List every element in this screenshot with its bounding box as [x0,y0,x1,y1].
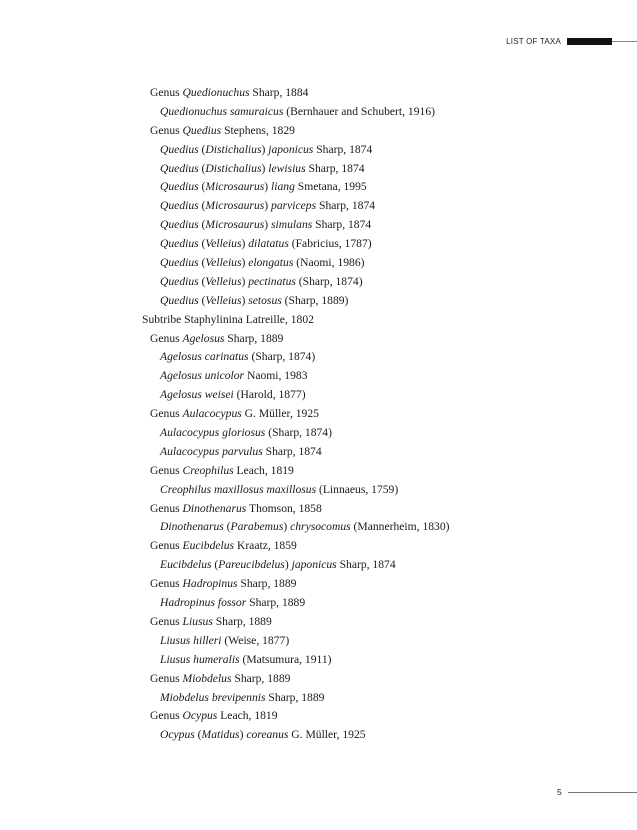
taxon-text: Genus [150,123,183,137]
species-entry [0,273,600,292]
species-entry [0,292,600,311]
taxa-list [0,84,600,745]
taxon-text: ) [283,520,291,534]
taxon-name: Creophilus [182,463,234,477]
taxon-text: Sharp, 1874 [313,142,373,156]
taxon-name: Quedius [160,199,199,213]
taxon-text: ) [284,558,292,572]
taxon-name: Eucibdelus [160,558,212,572]
genus-entry [0,405,600,424]
taxon-text: ( [198,142,206,156]
genus-entry [0,462,600,481]
species-entry [0,443,600,462]
taxon-name: Agelosus weisei [160,388,234,402]
genus-entry [0,330,600,349]
genus-entry [0,537,600,556]
taxon-text: Naomi, 1983 [244,369,308,383]
taxon-name: Distichalius [205,161,262,175]
taxon-name: Agelosus unicolor [160,369,245,383]
taxon-name: Quedius [160,293,199,307]
taxon-name: Matidus [201,728,240,742]
species-entry [0,103,600,122]
taxon-text: Sharp, 1889 [237,577,297,591]
taxon-text: Sharp, 1874 [305,161,365,175]
taxon-text: ) [241,256,249,270]
taxon-text: ( [198,161,206,175]
taxon-text: Stephens, 1829 [221,123,295,137]
taxon-text: (Matsumura, 1911) [239,652,332,666]
taxon-text: Kraatz, 1859 [234,539,297,553]
taxon-text: (Mannerheim, 1830) [350,520,450,534]
taxon-text: Smetana, 1995 [294,180,367,194]
taxon-name: Aulacocypus parvulus [160,444,263,458]
species-entry [0,235,600,254]
genus-entry [0,707,600,726]
taxon-name: Velleius [205,256,242,270]
taxon-name: Microsaurus [205,180,265,194]
taxon-text: (Bernhauer and Schubert, 1916) [283,104,435,118]
taxon-name: Quedius [160,180,199,194]
taxon-name: Quedius [160,256,199,270]
taxon-name: Quedius [160,218,199,232]
taxon-text: (Harold, 1877) [233,388,306,402]
species-entry [0,651,600,670]
taxon-name: Quedius [182,123,222,137]
taxon-text: ) [264,199,272,213]
taxon-text: ( [198,274,206,288]
taxon-text: Sharp, 1889 [265,690,325,704]
taxon-name: Hadropinus [182,577,238,591]
taxon-name: pectinatus [248,274,296,288]
taxon-text: Leach, 1819 [233,463,294,477]
species-entry [0,689,600,708]
species-entry [0,481,600,500]
taxon-text: G. Müller, 1925 [241,407,319,421]
taxon-text: Sharp, 1874 [316,199,376,213]
taxon-text: ( [198,199,206,213]
header-rule [612,41,637,42]
species-entry [0,160,600,179]
taxon-name: Miobdelus [182,671,232,685]
taxon-text: (Weise, 1877) [221,633,290,647]
taxon-name: Liusus [182,614,213,628]
taxon-name: Agelosus [182,331,225,345]
taxon-text: Genus [150,671,183,685]
taxon-text: Sharp, 1889 [224,331,284,345]
taxon-name: lewisius [268,161,306,175]
taxon-name: Velleius [205,293,242,307]
taxon-name: Creophilus maxillosus maxillosus [160,482,317,496]
taxon-name: Quedius [160,142,199,156]
taxon-text: Sharp, 1889 [246,596,306,610]
taxon-name: Dinothenarus [160,520,224,534]
taxon-name: setosus [248,293,282,307]
taxon-name: elongatus [248,256,294,270]
taxon-name: Velleius [205,237,242,251]
taxon-text: Genus [150,614,183,628]
taxon-name: Distichalius [205,142,262,156]
taxon-name: Liusus hilleri [160,633,222,647]
taxon-text: ( [223,520,231,534]
taxon-text: ) [241,274,249,288]
taxon-text: G. Müller, 1925 [288,728,366,742]
taxon-text: Sharp, 1889 [212,614,272,628]
taxon-text: (Linnaeus, 1759) [316,482,399,496]
taxon-name: Ocypus [182,709,218,723]
species-entry [0,254,600,273]
species-entry [0,367,600,386]
taxon-name: Aulacocypus gloriosus [160,426,266,440]
taxon-text: ) [264,180,272,194]
species-entry [0,348,600,367]
taxon-text: Sharp, 1884 [249,86,309,99]
taxon-name: Parabemus [230,520,284,534]
species-entry [0,518,600,537]
taxon-name: Hadropinus fossor [160,596,247,610]
taxon-text: Genus [150,539,183,553]
taxon-text: ) [261,161,269,175]
taxon-text: (Sharp, 1889) [281,293,349,307]
taxon-text: ( [211,558,219,572]
taxon-text: (Naomi, 1986) [293,256,365,270]
subtribe-entry [0,311,600,330]
taxon-text: Leach, 1819 [217,709,278,723]
page-number: 5 [557,787,562,797]
taxon-text: (Sharp, 1874) [248,350,316,364]
genus-entry [0,613,600,632]
taxon-name: simulans [271,218,313,232]
header-black-bar [567,38,612,45]
taxon-text: ) [241,293,249,307]
taxon-text: Genus [150,463,183,477]
taxon-text: Sharp, 1874 [312,218,372,232]
species-entry [0,216,600,235]
taxon-text: Genus [150,407,183,421]
genus-entry [0,575,600,594]
taxon-name: dilatatus [248,237,289,251]
taxon-name: chrysocomus [290,520,351,534]
taxon-text: Genus [150,709,183,723]
taxon-text: Genus [150,577,183,591]
taxon-name: Liusus humeralis [160,652,240,666]
species-entry [0,726,600,745]
taxon-text: ( [198,218,206,232]
taxon-name: Microsaurus [205,199,265,213]
footer-rule [568,792,637,793]
taxon-text: Sharp, 1889 [231,671,291,685]
taxon-text: ) [261,142,269,156]
taxon-text: Genus [150,501,183,515]
taxon-text: ( [198,256,206,270]
taxon-name: Quedius [160,237,199,251]
taxon-text: ( [198,293,206,307]
taxon-name: japonicus [268,142,314,156]
taxon-text: Subtribe Staphylinina Latreille, 1802 [142,312,314,326]
taxon-name: Pareucibdelus [218,558,285,572]
taxon-text: (Sharp, 1874) [295,274,363,288]
running-header [0,36,637,48]
taxon-name: Microsaurus [205,218,265,232]
species-entry [0,197,600,216]
taxon-name: parviceps [271,199,317,213]
section-title: LIST OF TAXA [506,37,561,46]
species-entry [0,424,600,443]
taxon-text: Sharp, 1874 [262,444,322,458]
taxon-name: japonicus [291,558,337,572]
taxon-text: Genus [150,86,183,99]
taxon-name: Aulacocypus [182,407,242,421]
species-entry [0,556,600,575]
taxon-text: ) [241,237,249,251]
taxon-name: Velleius [205,274,242,288]
taxon-name: Quedionuchus samuraicus [160,104,284,118]
taxon-text: ) [264,218,272,232]
taxon-text: ( [194,728,202,742]
taxon-name: Quedionuchus [182,86,250,99]
taxon-text: Genus [150,331,183,345]
taxon-text: (Sharp, 1874) [265,426,332,440]
taxon-name: liang [271,180,295,194]
taxon-name: Miobdelus brevipennis [160,690,266,704]
taxon-name: Quedius [160,274,199,288]
species-entry [0,594,600,613]
species-entry [0,386,600,405]
taxon-text: ( [198,180,206,194]
taxon-name: Dinothenarus [182,501,247,515]
taxon-name: Quedius [160,161,199,175]
taxon-text: ( [198,237,206,251]
taxon-text: ) [239,728,247,742]
taxon-name: Agelosus carinatus [160,350,249,364]
taxon-name: Ocypus [160,728,195,742]
genus-entry [0,500,600,519]
species-entry [0,632,600,651]
species-entry [0,178,600,197]
genus-entry [0,122,600,141]
species-entry [0,141,600,160]
taxon-text: Thomson, 1858 [246,501,322,515]
taxon-name: coreanus [246,728,289,742]
genus-entry [0,670,600,689]
genus-entry [0,84,600,103]
taxon-text: (Fabricius, 1787) [288,237,372,251]
taxon-name: Eucibdelus [182,539,235,553]
taxon-text: Sharp, 1874 [336,558,396,572]
